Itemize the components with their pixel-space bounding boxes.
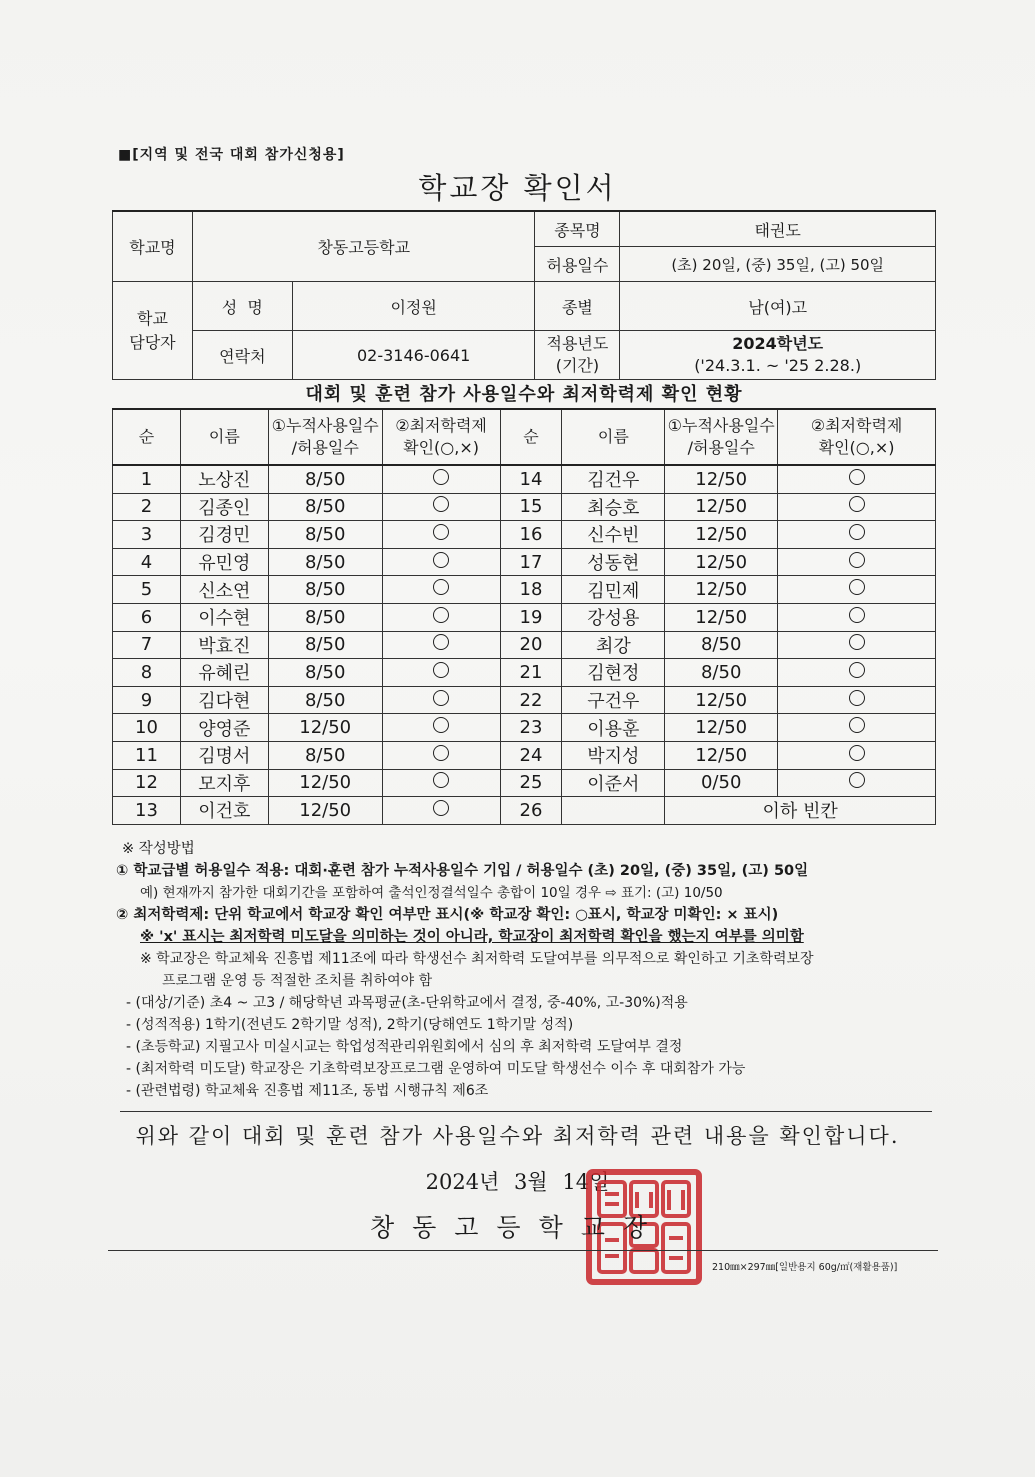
gender-value: 남(여)고 — [620, 282, 936, 331]
header-days-right-line1: ①누적사용일수 — [667, 416, 775, 435]
row-no: 6 — [113, 603, 181, 631]
check-circle-icon — [849, 745, 865, 761]
academic-check — [778, 769, 936, 797]
check-circle-icon — [849, 607, 865, 623]
sport-value: 태권도 — [620, 211, 936, 247]
row-no: 19 — [500, 603, 562, 631]
academic-check — [382, 714, 500, 742]
divider-top — [120, 1111, 932, 1112]
table-row — [113, 631, 936, 659]
student-name: 김건우 — [562, 465, 665, 493]
detail-target: - (대상/기준) 초4 ~ 고3 / 해당학년 과목평균(초-단위학교에서 결정, 중-40%, 고-30%)적용 — [126, 995, 688, 1011]
used-days: 12/50 — [665, 465, 778, 493]
student-name: 김종인 — [180, 493, 268, 521]
table-row — [113, 521, 936, 549]
check-circle-icon — [849, 524, 865, 540]
academic-check — [382, 631, 500, 659]
year-label-line1: 적용년도 — [546, 334, 609, 353]
row-no: 5 — [113, 576, 181, 604]
contact-person-label: 학교 담당자 — [113, 282, 193, 380]
used-days: 8/50 — [268, 603, 382, 631]
row-no: 3 — [113, 521, 181, 549]
check-circle-icon — [433, 800, 449, 816]
detail-grades: - (성적적용) 1학기(전년도 2학기말 성적), 2학기(당해연도 1학기말 성적) — [126, 1017, 574, 1033]
document-title: 학교장 확인서 — [418, 171, 617, 205]
student-name: 최승호 — [562, 493, 665, 521]
row-no: 2 — [113, 493, 181, 521]
row-no: 18 — [500, 576, 562, 604]
instructions-section — [116, 838, 946, 1102]
note-2-remark-b-line2: 프로그램 운영 등 적절한 조치를 취하여야 함 — [162, 973, 433, 989]
student-name: 박지성 — [562, 741, 665, 769]
used-days: 8/50 — [268, 576, 382, 604]
year-value — [620, 331, 936, 380]
row-no: 15 — [500, 493, 562, 521]
academic-check — [778, 548, 936, 576]
student-name: 이건호 — [180, 797, 268, 825]
phone-label: 연락처 — [192, 331, 292, 380]
row-no: 4 — [113, 548, 181, 576]
check-circle-icon — [849, 469, 865, 485]
roster-table — [112, 408, 936, 825]
phone-value: 02-3146-0641 — [292, 331, 535, 380]
blank-below-note: 이하 빈칸 — [665, 797, 936, 825]
check-circle-icon — [849, 579, 865, 595]
check-circle-icon — [433, 552, 449, 568]
student-name: 구건우 — [562, 686, 665, 714]
header-check-right-line1: ②최저학력제 — [810, 416, 903, 435]
year-label — [535, 331, 620, 380]
used-days: 8/50 — [268, 631, 382, 659]
table-row — [113, 603, 936, 631]
header-check-right-line2: 확인(○,×) — [818, 438, 895, 457]
check-circle-icon — [849, 634, 865, 650]
header-name-right: 이름 — [562, 409, 665, 465]
student-name: 김명서 — [180, 741, 268, 769]
check-circle-icon — [849, 717, 865, 733]
header-check-line1: ②최저학력제 — [395, 416, 487, 435]
academic-check — [778, 631, 936, 659]
row-no: 17 — [500, 548, 562, 576]
used-days: 8/50 — [268, 493, 382, 521]
row-no: 9 — [113, 686, 181, 714]
paper-spec: 210㎜×297㎜[일반용지 60g/㎡(재활용품)] — [712, 1262, 898, 1273]
used-days: 0/50 — [665, 769, 778, 797]
academic-check — [382, 548, 500, 576]
contact-name: 이정원 — [292, 282, 535, 331]
confirmation-statement: 위와 같이 대회 및 훈련 참가 사용일수와 최저학력 관련 내용을 확인합니다. — [135, 1124, 900, 1148]
student-name: 강성용 — [562, 603, 665, 631]
table-row — [113, 769, 936, 797]
header-days-right-line2: /허용일수 — [687, 438, 755, 457]
academic-check — [778, 576, 936, 604]
header-check-right — [778, 409, 936, 465]
student-name: 김현정 — [562, 659, 665, 687]
used-days: 8/50 — [268, 465, 382, 493]
check-circle-icon — [849, 772, 865, 788]
used-days: 12/50 — [665, 548, 778, 576]
period-value: ('24.3.1. ~ '25 2.28.) — [694, 356, 862, 375]
row-no: 13 — [113, 797, 181, 825]
table-row — [113, 741, 936, 769]
used-days: 8/50 — [268, 741, 382, 769]
row-no: 23 — [500, 714, 562, 742]
used-days: 12/50 — [665, 686, 778, 714]
academic-check — [382, 493, 500, 521]
section-title: 대회 및 훈련 참가 사용일수와 최저학력제 확인 현황 — [305, 384, 743, 405]
student-name: 최강 — [562, 631, 665, 659]
used-days: 8/50 — [665, 659, 778, 687]
academic-check — [382, 686, 500, 714]
used-days: 12/50 — [665, 603, 778, 631]
table-row — [113, 493, 936, 521]
detail-elementary: - (초등학교) 지필고사 미실시교는 학업성적관리위원회에서 심의 후 최저학력 도달여부 결정 — [126, 1039, 683, 1055]
student-name: 유혜린 — [180, 659, 268, 687]
check-circle-icon — [433, 469, 449, 485]
student-name: 김경민 — [180, 521, 268, 549]
form-category-tag: ■[지역 및 전국 대회 참가신청용] — [118, 147, 345, 163]
header-days-line1: ①누적사용일수 — [271, 416, 379, 435]
academic-check — [778, 686, 936, 714]
note-2: ② 최저학력제: 단위 학교에서 학교장 확인 여부만 표시(※ 학교장 확인: ○표시, 학교장 미확인: × 표시) — [116, 907, 779, 923]
row-no: 7 — [113, 631, 181, 659]
academic-check — [778, 493, 936, 521]
row-no: 1 — [113, 465, 181, 493]
allowed-days-value: (초) 20일, (중) 35일, (고) 50일 — [620, 247, 936, 282]
used-days: 12/50 — [665, 576, 778, 604]
academic-check — [778, 741, 936, 769]
used-days: 8/50 — [268, 659, 382, 687]
header-days — [268, 409, 382, 465]
used-days: 12/50 — [665, 521, 778, 549]
academic-check — [778, 659, 936, 687]
gender-label: 종별 — [535, 282, 620, 331]
student-name: 이준서 — [562, 769, 665, 797]
student-name: 모지후 — [180, 769, 268, 797]
note-2-remark-a: ※ 'x' 표시는 최저학력 미도달을 의미하는 것이 아니라, 학교장이 최저학력 확인을 했는지 여부를 의미함 — [140, 929, 804, 945]
academic-year: 2024학년도 — [732, 334, 824, 353]
header-no-right: 순 — [500, 409, 562, 465]
check-circle-icon — [849, 552, 865, 568]
student-name: 성동현 — [562, 548, 665, 576]
academic-check — [778, 603, 936, 631]
header-days-right — [665, 409, 778, 465]
used-days: 12/50 — [268, 797, 382, 825]
academic-check — [382, 769, 500, 797]
table-row — [113, 548, 936, 576]
check-circle-icon — [433, 690, 449, 706]
row-no: 16 — [500, 521, 562, 549]
used-days: 8/50 — [268, 521, 382, 549]
used-days: 8/50 — [268, 548, 382, 576]
allowed-days-label: 허용일수 — [535, 247, 620, 282]
check-circle-icon — [849, 496, 865, 512]
row-no: 14 — [500, 465, 562, 493]
note-1: ① 학교급별 허용일수 적용: 대회·훈련 참가 누적사용일수 기입 / 허용일수 (초) 20일, (중) 35일, (고) 50일 — [116, 863, 809, 879]
student-name: 신소연 — [180, 576, 268, 604]
academic-check — [382, 576, 500, 604]
student-name: 박효진 — [180, 631, 268, 659]
roster-header-row — [113, 409, 936, 465]
academic-check — [382, 465, 500, 493]
student-name: 김다현 — [180, 686, 268, 714]
row-no: 21 — [500, 659, 562, 687]
table-row — [113, 686, 936, 714]
check-circle-icon — [433, 496, 449, 512]
academic-check — [382, 741, 500, 769]
row-no: 22 — [500, 686, 562, 714]
header-days-line2: /허용일수 — [291, 438, 359, 457]
academic-check — [382, 797, 500, 825]
row-no: 11 — [113, 741, 181, 769]
name-label: 성 명 — [192, 282, 292, 331]
used-days: 12/50 — [268, 714, 382, 742]
table-row — [113, 465, 936, 493]
used-days: 12/50 — [665, 714, 778, 742]
student-name: 이용훈 — [562, 714, 665, 742]
check-circle-icon — [433, 717, 449, 733]
check-circle-icon — [433, 579, 449, 595]
check-circle-icon — [433, 634, 449, 650]
sport-label: 종목명 — [535, 211, 620, 247]
row-no: 8 — [113, 659, 181, 687]
header-name: 이름 — [180, 409, 268, 465]
academic-check — [382, 659, 500, 687]
table-row — [113, 797, 936, 825]
header-check-line2: 확인(○,×) — [403, 438, 479, 457]
check-circle-icon — [433, 745, 449, 761]
student-name: 노상진 — [180, 465, 268, 493]
detail-law: - (관련법령) 학교체육 진흥법 제11조, 동법 시행규칙 제6조 — [126, 1083, 489, 1099]
used-days: 12/50 — [268, 769, 382, 797]
student-name: 양영준 — [180, 714, 268, 742]
school-info-table — [112, 210, 936, 380]
row-no: 24 — [500, 741, 562, 769]
student-name: 김민제 — [562, 576, 665, 604]
academic-check — [778, 465, 936, 493]
year-label-line2: (기간) — [555, 356, 600, 375]
row-no: 20 — [500, 631, 562, 659]
academic-check — [778, 521, 936, 549]
issue-date: 2024년 3월 14일 — [425, 1170, 610, 1194]
student-name: 신수빈 — [562, 521, 665, 549]
divider-bottom — [108, 1250, 938, 1251]
row-no: 26 — [500, 797, 562, 825]
check-circle-icon — [433, 662, 449, 678]
row-no: 12 — [113, 769, 181, 797]
row-no: 10 — [113, 714, 181, 742]
student-name: 유민영 — [180, 548, 268, 576]
note-2-remark-b-line1: ※ 학교장은 학교체육 진흥법 제11조에 따라 학생선수 최저학력 도달여부를 의무적으로 확인하고 기초학력보장 — [140, 951, 814, 967]
used-days: 8/50 — [665, 631, 778, 659]
academic-check — [382, 521, 500, 549]
note-1-example: 예) 현재까지 참가한 대회기간을 포함하여 출석인정결석일수 총합이 10일 경우 ⇨ 표기: (고) 10/50 — [140, 885, 723, 901]
used-days: 12/50 — [665, 741, 778, 769]
table-row — [113, 576, 936, 604]
row-no: 25 — [500, 769, 562, 797]
school-name: 창동고등학교 — [192, 211, 535, 282]
detail-not-reached: - (최저학력 미도달) 학교장은 기초학력보장프로그램 운영하여 미도달 학생선수 이수 후 대회참가 가능 — [126, 1061, 746, 1077]
check-circle-icon — [849, 662, 865, 678]
student-name — [562, 797, 665, 825]
header-check — [382, 409, 500, 465]
table-row — [113, 714, 936, 742]
academic-check — [778, 714, 936, 742]
used-days: 12/50 — [665, 493, 778, 521]
check-circle-icon — [433, 772, 449, 788]
school-label: 학교명 — [113, 211, 193, 282]
used-days: 8/50 — [268, 686, 382, 714]
principal-signature: 창동고등학교장 — [369, 1213, 666, 1242]
table-row — [113, 659, 936, 687]
check-circle-icon — [433, 607, 449, 623]
academic-check — [382, 603, 500, 631]
notes-heading: ※ 작성방법 — [122, 841, 195, 857]
student-name: 이수현 — [180, 603, 268, 631]
check-circle-icon — [433, 524, 449, 540]
check-circle-icon — [849, 690, 865, 706]
header-no: 순 — [113, 409, 181, 465]
